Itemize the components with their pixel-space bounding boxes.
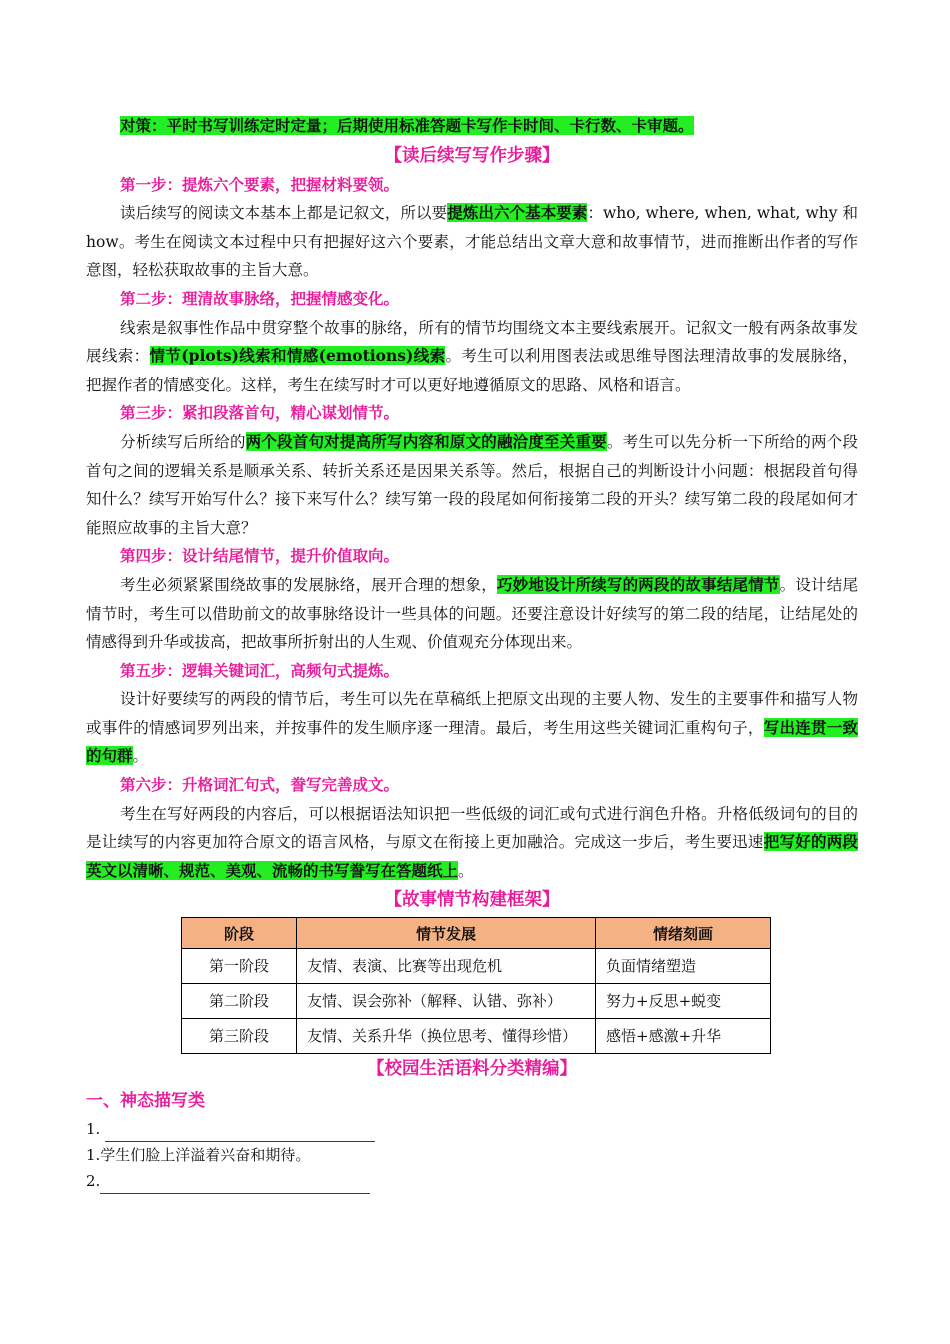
paragraph-text: 。设计结尾情节时，考生可以借助前文的故事脉络设计一些具体的问题。还要注意设计好续写的第二段的结尾，让结尾处的情感得到升华或拔高，把故事所折射出的人生观、价值观充分体现出来。 xyxy=(86,575,858,652)
step-paragraph xyxy=(86,199,858,285)
table-row xyxy=(182,1019,771,1054)
list-item xyxy=(86,1116,858,1142)
framework-title: 【故事情节构建框架】 xyxy=(384,890,560,911)
step-heading: 第二步：理清故事脉络，把握情感变化。 xyxy=(120,288,400,308)
table-row xyxy=(182,949,771,984)
paragraph-text: ：who, where, when, what, why 和 how。考生在阅读文本过程中只有把握好这六个要素，才能总结出文章大意和故事情节，进而推断出作者的写作意图，轻松获取故事的主旨大意。 xyxy=(86,204,858,280)
table-header: 情绪刻画 xyxy=(596,918,771,949)
table-cell: 友情、表演、比赛等出现危机 xyxy=(297,949,596,984)
table-cell: 第二阶段 xyxy=(182,984,297,1019)
steps-title: 【读后续写写作步骤】 xyxy=(384,145,560,166)
highlighted-text: 提炼出六个基本要素 xyxy=(447,203,588,223)
paragraph-text: 线索是叙事性作品中贯穿整个故事的脉络，所有的情节均围绕文本主要线索展开。记叙文一般有两条故事发展线索： xyxy=(86,318,858,366)
section-heading: 一、神态描写类 xyxy=(86,1091,205,1112)
step-heading: 第四步：设计结尾情节，提升价值取向。 xyxy=(120,546,400,566)
paragraph-text: 考生必须紧紧围绕故事的发展脉络，展开合理的想象， xyxy=(120,575,497,594)
list-item xyxy=(86,1168,858,1194)
paragraph-text: 。 xyxy=(132,747,149,766)
step-paragraph xyxy=(86,428,858,542)
step-heading: 第一步：提炼六个要素，把握材料要领。 xyxy=(120,174,400,194)
step-heading: 第三步：紧扣段落首句，精心谋划情节。 xyxy=(120,403,400,423)
framework-table xyxy=(181,917,771,1054)
steps-list xyxy=(86,171,858,886)
table-cell: 友情、关系升华（换位思考、懂得珍惜） xyxy=(297,1019,596,1054)
highlighted-text: 两个段首句对提高所写内容和原文的融洽度至关重要 xyxy=(245,431,607,451)
step-paragraph xyxy=(86,685,858,771)
table-cell: 友情、误会弥补（解释、认错、弥补） xyxy=(297,984,596,1019)
item-label: 2. xyxy=(86,1172,101,1191)
highlighted-text: 把写好的两段英文以清晰、规范、美观、流畅的书写誊写在答题纸上 xyxy=(86,832,858,880)
highlighted-text: 写出连贯一致的句群 xyxy=(86,717,858,766)
paragraph-text: 读后续写的阅读文本基本上都是记叙文，所以要 xyxy=(120,204,448,223)
step-paragraph xyxy=(86,314,858,400)
step-paragraph xyxy=(86,571,858,657)
highlighted-text: 巧妙地设计所续写的两段的故事结尾情节 xyxy=(496,574,780,594)
highlighted-text: 情节(plots)线索和情感(emotions)线索 xyxy=(149,346,446,366)
item-label: 1. xyxy=(86,1120,106,1139)
answer-blank[interactable] xyxy=(105,1125,375,1142)
step-heading: 第五步：逻辑关键词汇，高频句式提炼。 xyxy=(120,660,400,680)
table-cell: 负面情绪塑造 xyxy=(596,949,771,984)
table-cell: 第三阶段 xyxy=(182,1019,297,1054)
list-item: 1.学生们脸上洋溢着兴奋和期待。 xyxy=(86,1146,311,1165)
paragraph-text: 考生在写好两段的内容后，可以根据语法知识把一些低级的词汇或句式进行润色升格。升格低级词句的目的是让续写的内容更加符合原文的语言风格，与原文在衔接上更加融洽。完成这一步后，考生要迅速 xyxy=(86,804,858,852)
table-header: 阶段 xyxy=(182,918,297,949)
table-cell: 努力+反思+蜕变 xyxy=(596,984,771,1019)
corpus-title: 【校园生活语料分类精编】 xyxy=(367,1059,577,1080)
paragraph-text: 。考生可以先分析一下所给的两个段首句之间的逻辑关系是顺承关系、转折关系还是因果关系等。然后，根据自己的判断设计小问题：根据段首句得知什么？续写开始写什么？接下来写什么？续写第一段的段尾如何衔接第二段的开头？续写第二段的段尾如何才能照应故事的主旨大意？ xyxy=(86,432,858,537)
table-header-row xyxy=(182,918,771,949)
paragraph-text: 。 xyxy=(458,861,474,880)
answer-blank[interactable] xyxy=(100,1177,370,1194)
step-paragraph xyxy=(86,800,858,886)
paragraph-text: 分析续写后所给的 xyxy=(120,432,246,451)
table-cell: 感悟+感激+升华 xyxy=(596,1019,771,1054)
table-row xyxy=(182,984,771,1019)
table-cell: 第一阶段 xyxy=(182,949,297,984)
strategy-note: 对策：平时书写训练定时定量；后期使用标准答题卡写作卡时间、卡行数、卡审题。 xyxy=(120,116,694,135)
step-heading: 第六步：升格词汇句式，誊写完善成文。 xyxy=(120,775,400,795)
table-header: 情节发展 xyxy=(297,918,596,949)
paragraph-text: 设计好要续写的两段的情节后，考生可以先在草稿纸上把原文出现的主要人物、发生的主要事件和描写人物或事件的情感词罗列出来，并按事件的发生顺序逐一理清。最后，考生用这些关键词汇重构句子， xyxy=(86,690,858,737)
document-page xyxy=(86,112,858,1194)
paragraph-text: 。考生可以利用图表法或思维导图法理清故事的发展脉络，把握作者的情感变化。这样，考生在续写时才可以更好地遵循原文的思路、风格和语言。 xyxy=(86,347,858,394)
